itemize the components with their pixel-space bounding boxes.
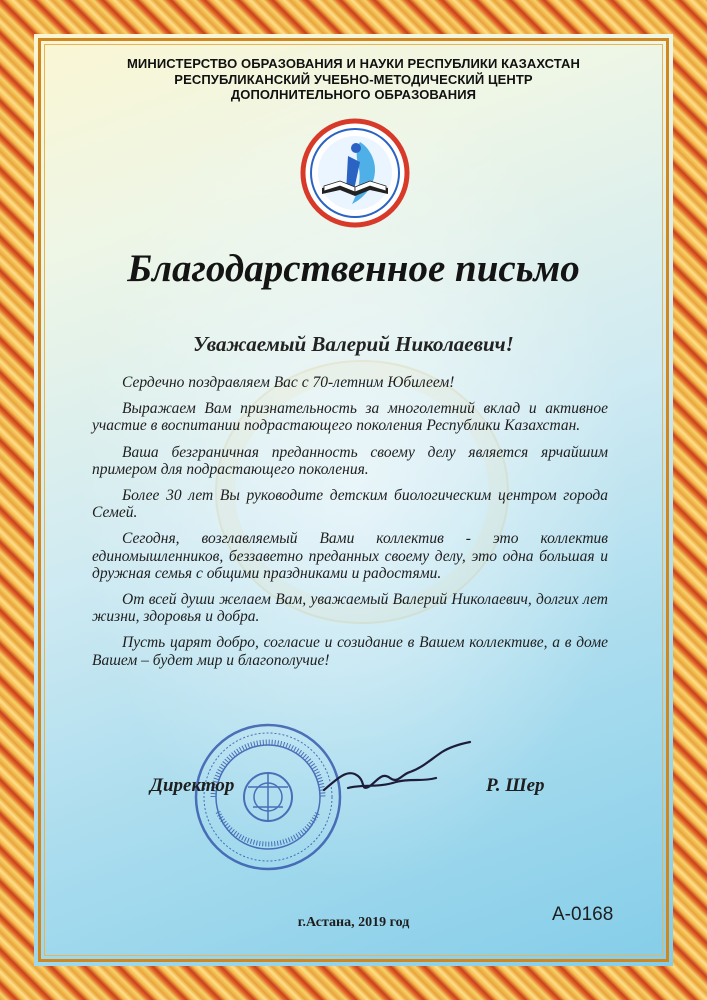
body-paragraph: Пусть царят добро, согласие и созидание в Вашем коллективе, а в доме Вашем – будет мир и благополучие! <box>92 634 608 669</box>
salutation: Уважаемый Валерий Николаевич! <box>193 332 514 356</box>
letter-body <box>92 374 608 678</box>
document-number: А-0168 <box>552 904 614 925</box>
issuer-line-1: МИНИСТЕРСТВО ОБРАЗОВАНИЯ И НАУКИ РЕСПУБЛИКИ КАЗАХСТАН <box>126 56 581 71</box>
document-title: Благодарственное письмо <box>127 247 580 290</box>
issuer-line-3: ДОПОЛНИТЕЛЬНОГО ОБРАЗОВАНИЯ <box>230 87 477 102</box>
place-date: г.Астана, 2019 год <box>297 915 410 930</box>
body-paragraph: Выражаем Вам признательность за многолетний вклад и активное участие в воспитании подрастающего поколения Республики Казахстан. <box>92 400 608 435</box>
issuer-header <box>60 56 647 103</box>
issuer-line-2: РЕСПУБЛИКАНСКИЙ УЧЕБНО-МЕТОДИЧЕСКИЙ ЦЕНТР <box>174 71 533 87</box>
signatory-name: Р. Шер <box>486 775 545 796</box>
body-paragraph: Более 30 лет Вы руководите детским биологическим центром города Семей. <box>92 487 608 522</box>
body-paragraph: Сердечно поздравляем Вас с 70-летним Юбилеем! <box>122 374 455 391</box>
education-center-logo-icon <box>300 118 410 228</box>
body-paragraph: От всей души желаем Вам, уважаемый Валерий Николаевич, долгих лет жизни, здоровья и добра. <box>92 591 608 626</box>
signatory-role: Директор <box>150 775 235 796</box>
body-paragraph: Сегодня, возглавляемый Вами коллектив - это коллектив единомышленников, беззаветно преданных своему делу, это одна большая и дружная семья с общими праздниками и радостями. <box>92 530 608 582</box>
body-paragraph: Ваша безграничная преданность своему делу является ярчайшим примером для подрастающего поколения. <box>92 443 608 478</box>
signature-row <box>0 775 707 805</box>
